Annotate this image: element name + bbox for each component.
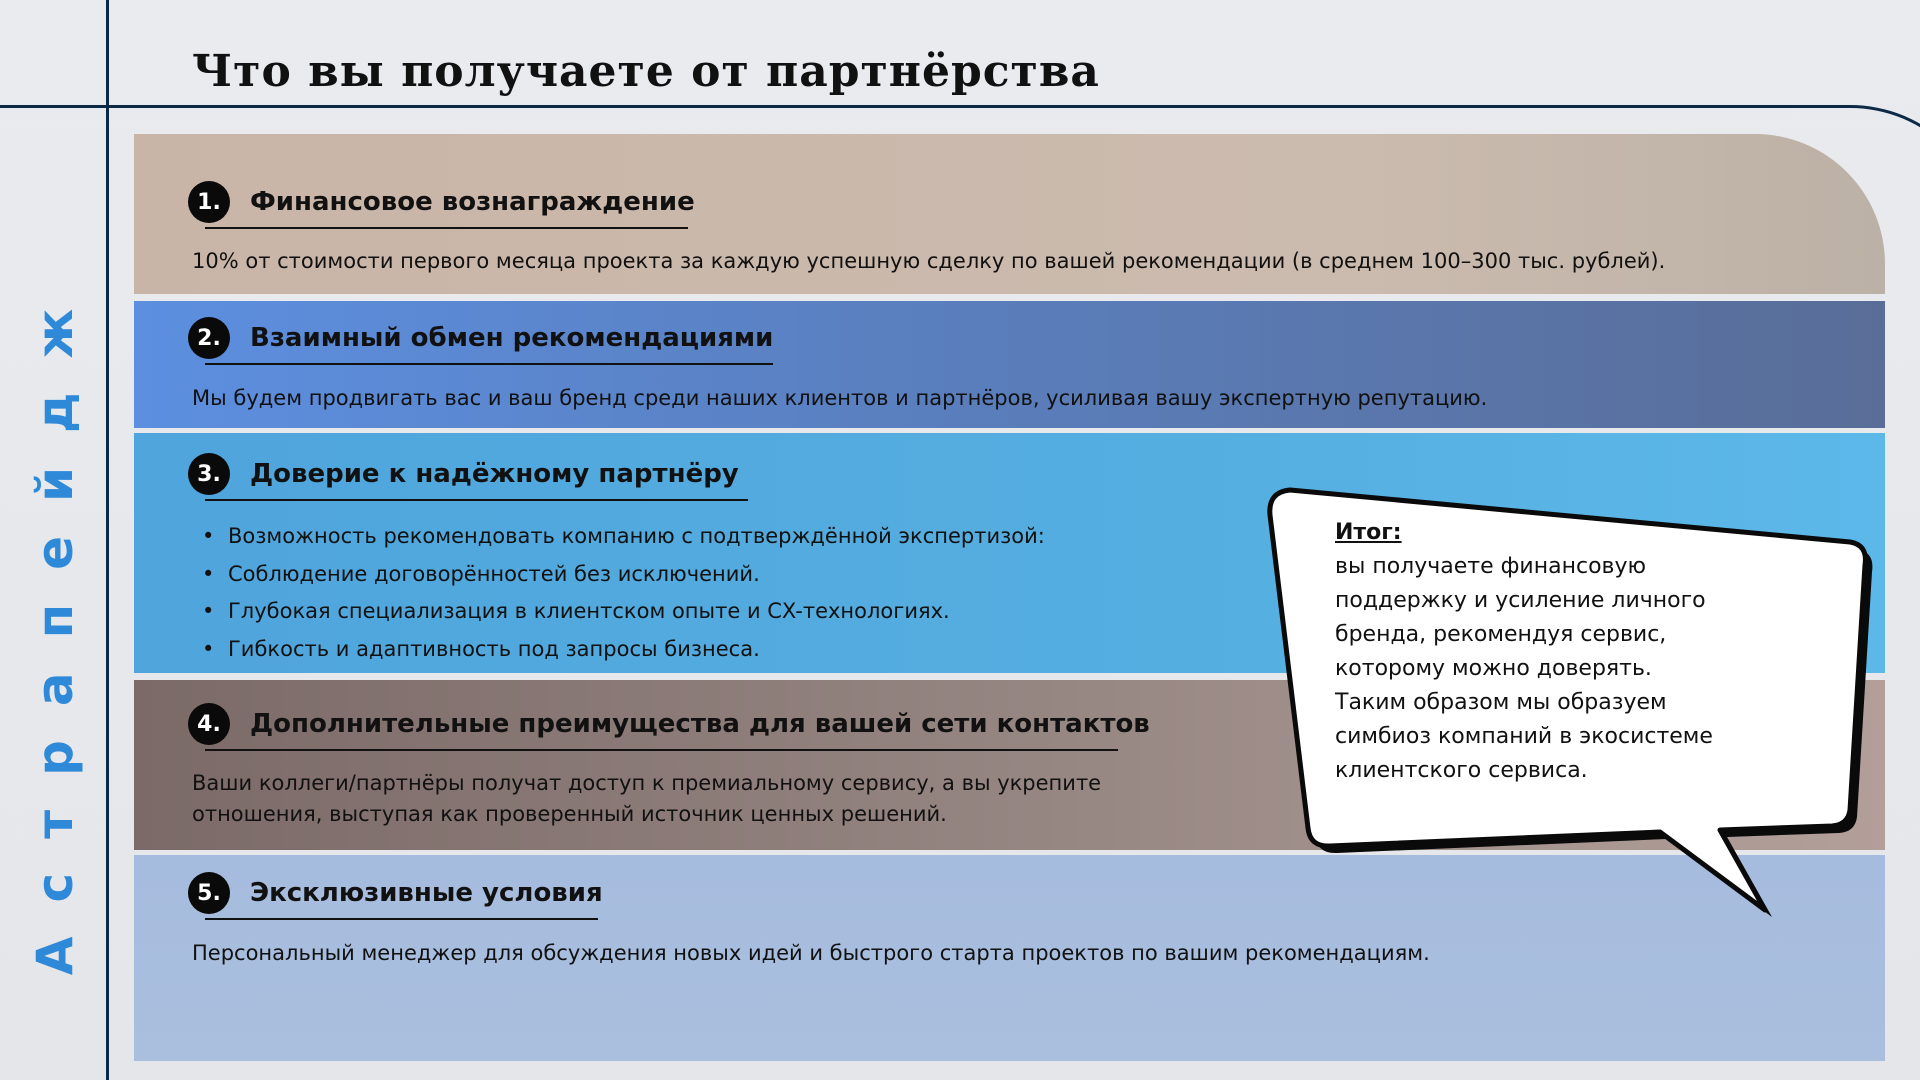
section-title: Финансовое вознаграждение: [250, 187, 695, 217]
section-title: Эксклюзивные условия: [250, 878, 603, 908]
section-title: Доверие к надёжному партнёру: [250, 459, 739, 489]
summary-heading: Итог:: [1335, 520, 1402, 545]
section-number-badge: 2.: [188, 317, 230, 359]
section-text-line: отношения, выступая как проверенный источник ценных решений.: [192, 802, 947, 826]
summary-line: бренда, рекомендуя сервис,: [1335, 622, 1667, 647]
bullet-item: • Соблюдение договорённостей без исключений.: [202, 556, 1045, 594]
section-1-header: [188, 181, 695, 223]
bullet-item: • Гибкость и адаптивность под запросы бизнеса.: [202, 631, 1045, 669]
section-number-badge: 5.: [188, 872, 230, 914]
section-title: Дополнительные преимущества для вашей сети контактов: [250, 709, 1150, 739]
summary-line: симбиоз компаний в экосистеме: [1335, 724, 1713, 749]
section-title-underline: [205, 363, 773, 365]
summary-line: вы получаете финансовую: [1335, 554, 1647, 579]
page-title: Что вы получаете от партнёрства: [192, 46, 1100, 97]
section-title-underline: [205, 918, 598, 920]
horizontal-divider-line: [0, 105, 1805, 108]
summary-line: поддержку и усиление личного: [1335, 588, 1706, 613]
section-text: Мы будем продвигать вас и ваш бренд среди наших клиентов и партнёров, усиливая вашу экспертную репутацию.: [192, 386, 1488, 410]
section-number-badge: 1.: [188, 181, 230, 223]
section-text: 10% от стоимости первого месяца проекта за каждую успешную сделку по вашей рекомендации (в среднем 100–300 тыс. рублей).: [192, 249, 1666, 273]
summary-line: которому можно доверять.: [1335, 656, 1652, 681]
section-number-badge: 4.: [188, 703, 230, 745]
bullet-item: • Глубокая специализация в клиентском опыте и CX-технологиях.: [202, 593, 1045, 631]
section-3-header: [188, 453, 739, 495]
vertical-divider-line: [106, 0, 109, 1080]
section-2-header: [188, 317, 773, 359]
section-text: Персональный менеджер для обсуждения новых идей и быстрого старта проектов по вашим рекомендациям.: [192, 941, 1430, 965]
brand-vertical-label: Астрапейдж: [26, 274, 84, 976]
section-4-header: [188, 703, 1150, 745]
summary-line: Таким образом мы образуем: [1335, 690, 1667, 715]
summary-line: клиентского сервиса.: [1335, 758, 1588, 783]
section-title-underline: [205, 499, 748, 501]
bullet-item: • Возможность рекомендовать компанию с подтверждённой экспертизой:: [202, 518, 1045, 556]
section-text-line: Ваши коллеги/партнёры получат доступ к премиальному сервису, а вы укрепите: [192, 771, 1102, 795]
section-5-header: [188, 872, 603, 914]
section-3-bullet-list: [202, 518, 1045, 668]
section-number-badge: 3.: [188, 453, 230, 495]
section-title: Взаимный обмен рекомендациями: [250, 323, 774, 353]
summary-text: [1335, 516, 1805, 788]
section-title-underline: [205, 749, 1118, 751]
section-title-underline: [205, 227, 688, 229]
